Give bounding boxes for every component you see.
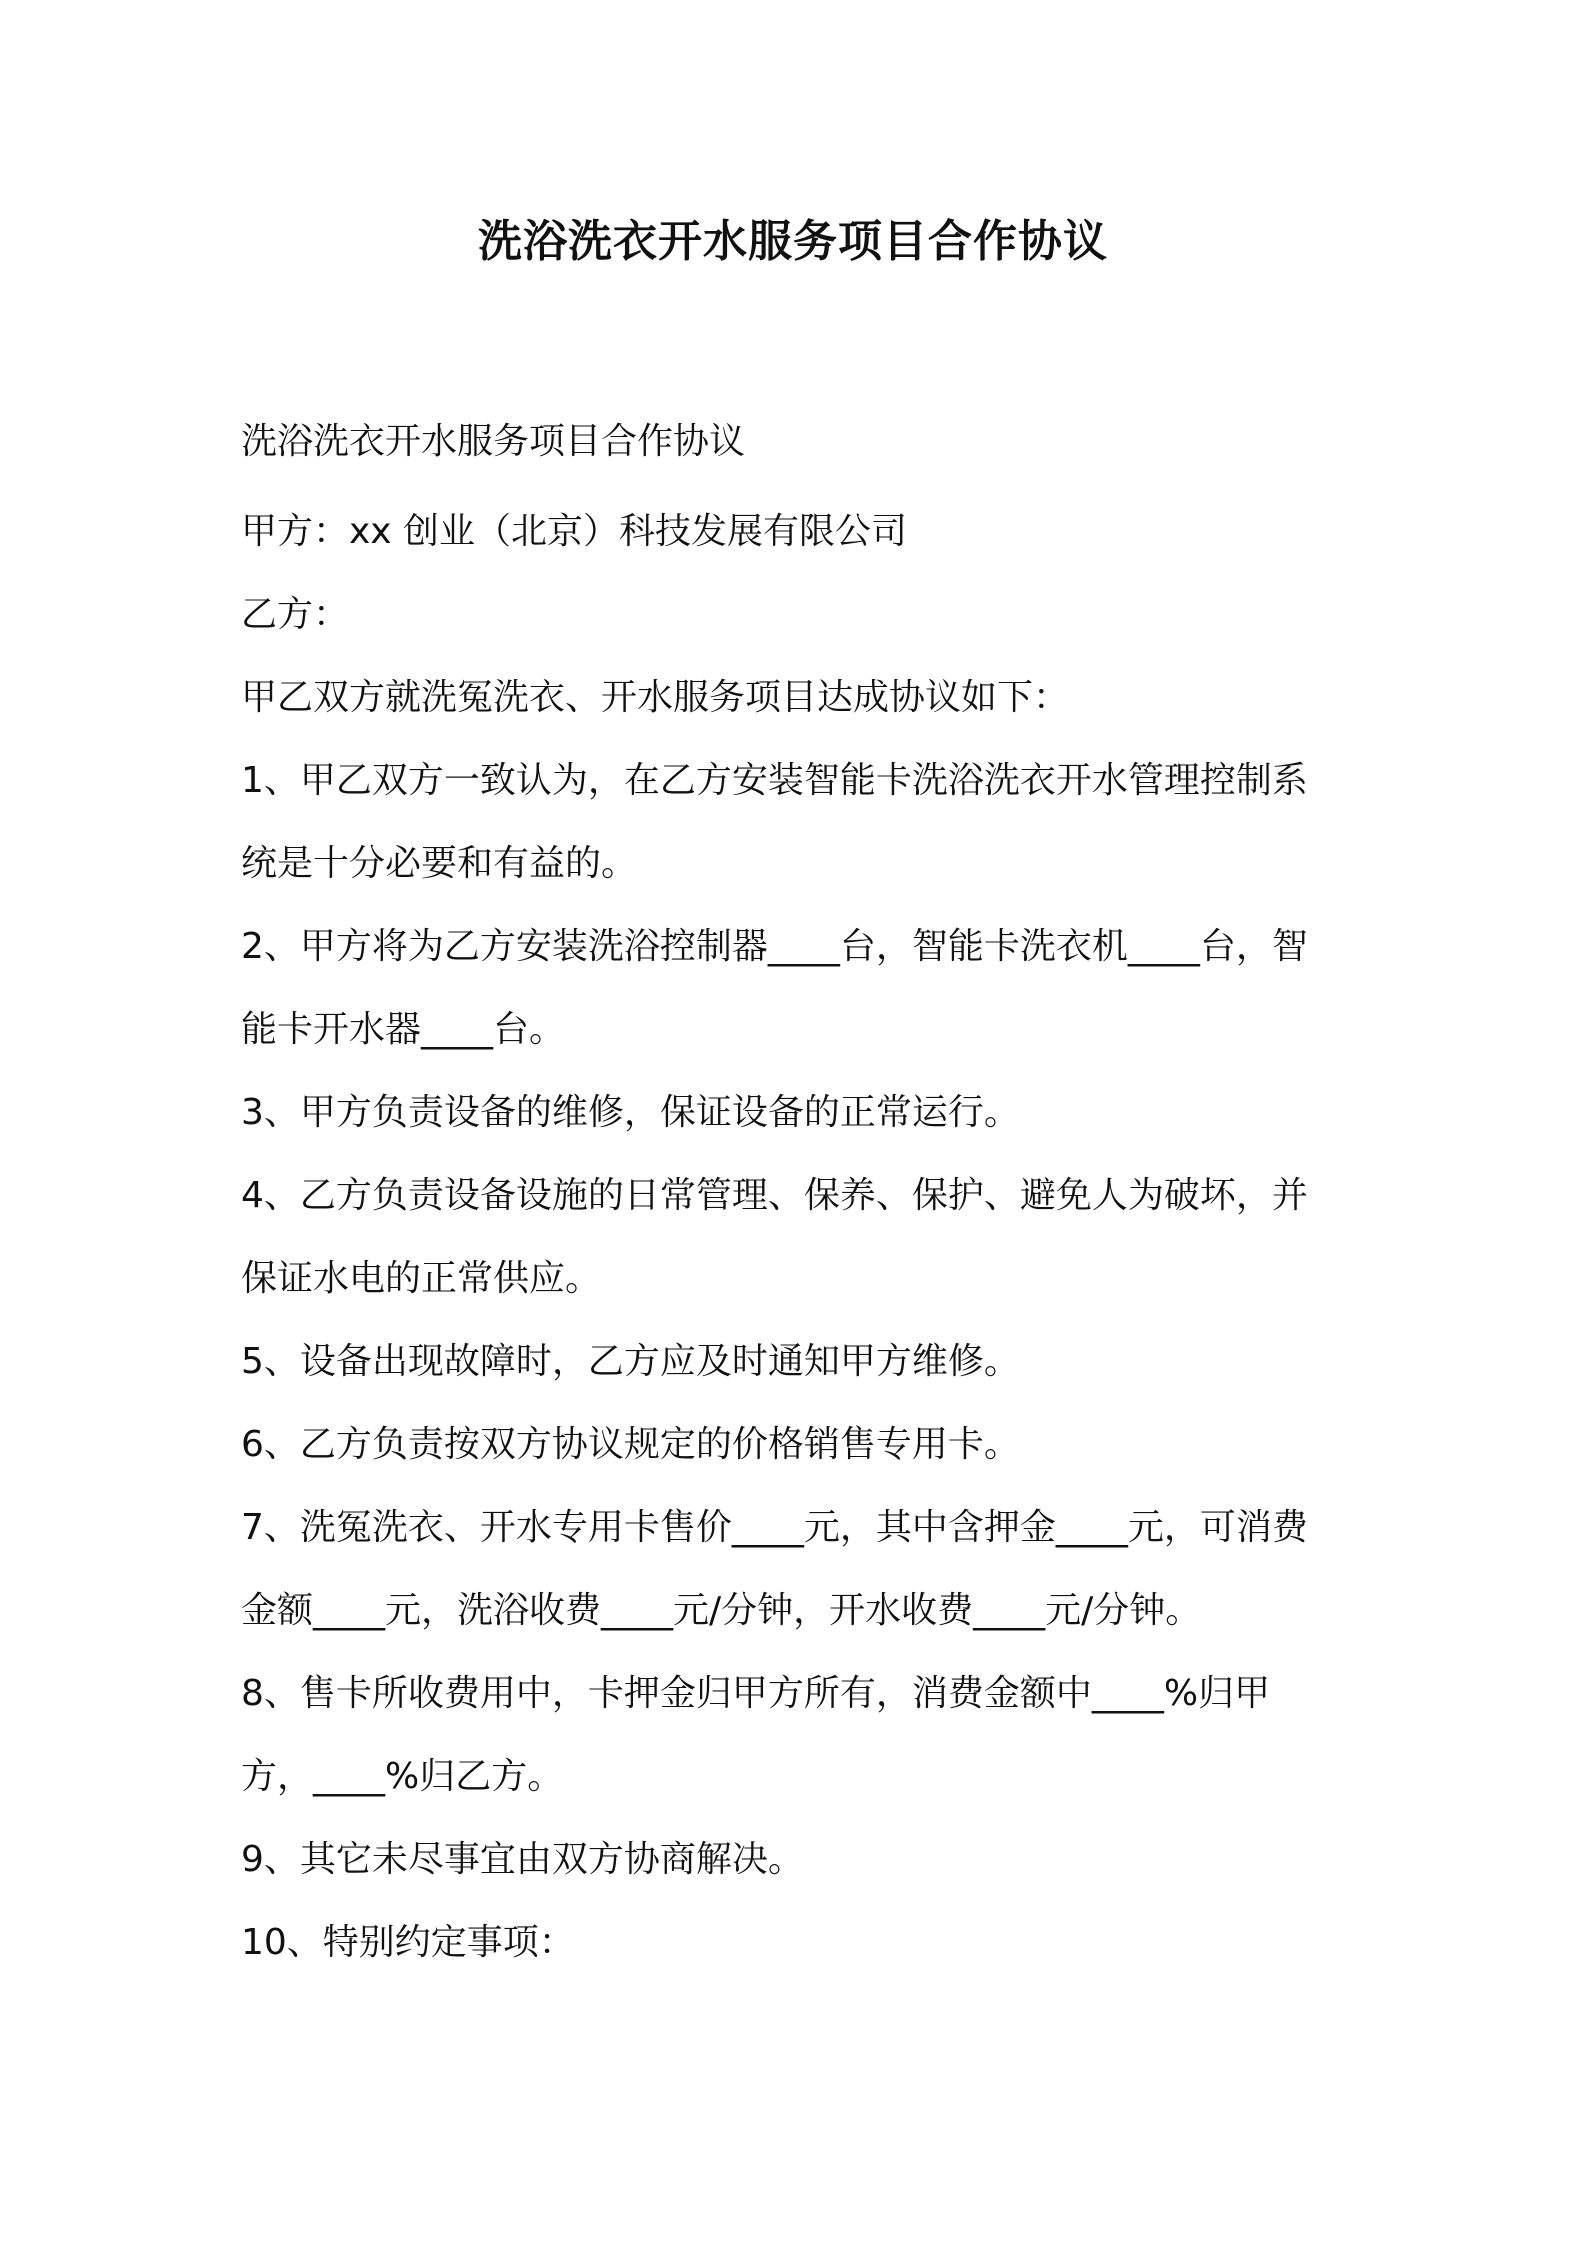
party-a-line: 甲方：xx 创业（北京）科技发展有限公司	[241, 511, 908, 552]
clause-2-line-1: 2、甲方将为乙方安装洗浴控制器____台，智能卡洗衣机____台，智	[241, 926, 1308, 967]
document-body	[241, 400, 1361, 1984]
clause-2-line-2: 能卡开水器____台。	[241, 1009, 566, 1050]
agreement-intro-line: 甲乙双方就洗冤洗衣、开水服务项目达成协议如下：	[241, 677, 1070, 718]
clause-4-line-2: 保证水电的正常供应。	[241, 1258, 602, 1299]
body-heading: 洗浴洗衣开水服务项目合作协议	[241, 421, 746, 462]
clause-9-line: 9、其它未尽事宜由双方协商解决。	[241, 1839, 804, 1880]
party-b-line: 乙方：	[241, 594, 350, 635]
clause-8-line-1: 8、售卡所收费用中，卡押金归甲方所有，消费金额中____%归甲	[241, 1673, 1271, 1714]
clause-7-line-1: 7、洗冤洗衣、开水专用卡售价____元，其中含押金____元，可消费	[241, 1507, 1308, 1548]
clause-3-line: 3、甲方负责设备的维修，保证设备的正常运行。	[241, 1092, 1020, 1133]
clause-1-line-2: 统是十分必要和有益的。	[241, 843, 638, 884]
clause-5-line: 5、设备出现故障时，乙方应及时通知甲方维修。	[241, 1341, 1020, 1382]
clause-6-line: 6、乙方负责按双方协议规定的价格销售专用卡。	[241, 1424, 1020, 1465]
clause-10-line: 10、特别约定事项：	[241, 1922, 575, 1963]
clause-4-line-1: 4、乙方负责设备设施的日常管理、保养、保护、避免人为破坏，并	[241, 1175, 1308, 1216]
document-title: 洗浴洗衣开水服务项目合作协议	[478, 216, 1108, 267]
clause-8-line-2: 方，____%归乙方。	[241, 1756, 564, 1797]
clause-1-line-1: 1、甲乙双方一致认为，在乙方安装智能卡洗浴洗衣开水管理控制系	[241, 760, 1308, 801]
clause-7-line-2: 金额____元，洗浴收费____元/分钟，开水收费____元/分钟。	[241, 1590, 1202, 1631]
